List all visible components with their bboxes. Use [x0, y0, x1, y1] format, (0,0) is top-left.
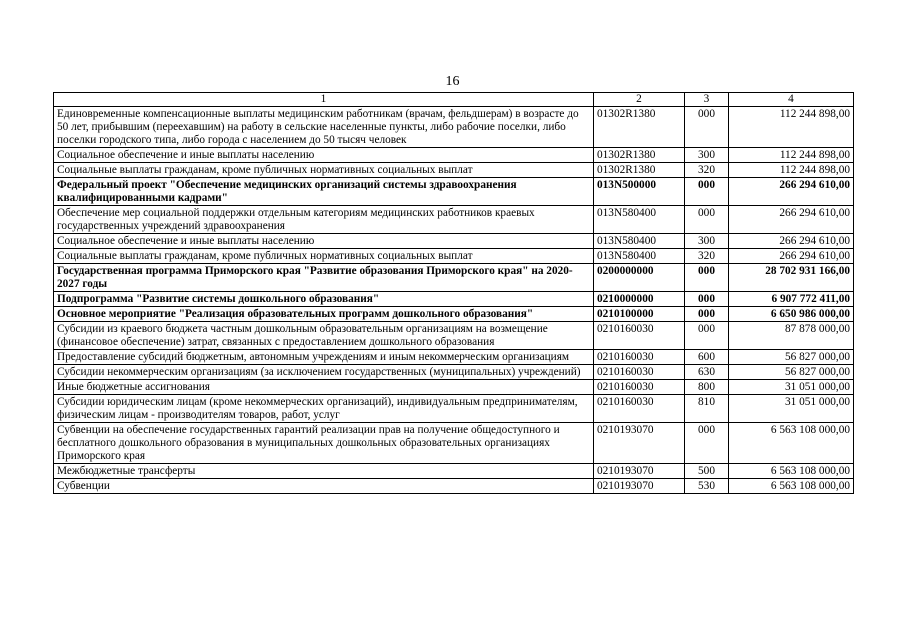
- row-code-cell: 0210160030: [594, 380, 685, 395]
- row-name-cell: Подпрограмма "Развитие системы дошкольного образования": [54, 292, 594, 307]
- row-type-cell: 630: [685, 365, 729, 380]
- row-amount-cell: 112 244 898,00: [729, 107, 854, 148]
- row-code-cell: 0210000000: [594, 292, 685, 307]
- row-name-cell: Основное мероприятие "Реализация образовательных программ дошкольного образования": [54, 307, 594, 322]
- row-code-cell: 0210160030: [594, 350, 685, 365]
- row-type-cell: 000: [685, 322, 729, 350]
- row-code-cell: 0210160030: [594, 365, 685, 380]
- row-type-cell: 000: [685, 107, 729, 148]
- row-name-cell: Предоставление субсидий бюджетным, автономным учреждениям и иным некоммерческим организациям: [54, 350, 594, 365]
- row-code-cell: 0210193070: [594, 464, 685, 479]
- row-code-cell: 0210160030: [594, 322, 685, 350]
- page-number: 16: [445, 74, 460, 89]
- row-amount-cell: 112 244 898,00: [729, 163, 854, 178]
- row-code-cell: 0210193070: [594, 423, 685, 464]
- row-code-cell: 013N580400: [594, 249, 685, 264]
- row-name-cell: Единовременные компенсационные выплаты медицинским работникам (врачам, фельдшерам) в возрасте до 50 лет, прибывшим (переехавшим) на работу в сельские населенные пункты, либо рабочие поселки, либо поселки городского типа, либо города с населением до 50 тысяч человек: [54, 107, 594, 148]
- row-name-cell: Субвенции: [54, 479, 594, 494]
- row-code-cell: 013N580400: [594, 206, 685, 234]
- row-code-cell: 013N580400: [594, 234, 685, 249]
- row-name-cell: Межбюджетные трансферты: [54, 464, 594, 479]
- table-row: [54, 148, 854, 163]
- row-code-cell: 01302R1380: [594, 107, 685, 148]
- row-type-cell: 810: [685, 395, 729, 423]
- table-row: [54, 395, 854, 423]
- column-header-code: 2: [594, 93, 685, 107]
- table-row: [54, 292, 854, 307]
- row-code-cell: 01302R1380: [594, 163, 685, 178]
- column-header-type: 3: [685, 93, 729, 107]
- row-amount-cell: 28 702 931 166,00: [729, 264, 854, 292]
- row-amount-cell: 87 878 000,00: [729, 322, 854, 350]
- row-amount-cell: 6 563 108 000,00: [729, 464, 854, 479]
- row-amount-cell: 266 294 610,00: [729, 178, 854, 206]
- row-name-cell: Обеспечение мер социальной поддержки отдельным категориям медицинских работников краевых государственных учреждений здравоохранения: [54, 206, 594, 234]
- row-name-cell: Субвенции на обеспечение государственных гарантий реализации прав на получение общедоступного и бесплатного дошкольного образования в муниципальных дошкольных образовательных организациях Приморского края: [54, 423, 594, 464]
- column-header-name: 1: [54, 93, 594, 107]
- row-type-cell: 320: [685, 163, 729, 178]
- row-name-cell: Субсидии юридическим лицам (кроме некоммерческих организаций), индивидуальным предпринимателям, физическим лицам - производителям товаров, работ, услуг: [54, 395, 594, 423]
- row-code-cell: 013N500000: [594, 178, 685, 206]
- table-row: [54, 178, 854, 206]
- row-type-cell: 500: [685, 464, 729, 479]
- row-amount-cell: 6 650 986 000,00: [729, 307, 854, 322]
- row-amount-cell: 6 563 108 000,00: [729, 423, 854, 464]
- row-amount-cell: 6 907 772 411,00: [729, 292, 854, 307]
- row-type-cell: 000: [685, 264, 729, 292]
- table-row: [54, 479, 854, 494]
- row-name-cell: Социальные выплаты гражданам, кроме публичных нормативных социальных выплат: [54, 249, 594, 264]
- row-type-cell: 000: [685, 307, 729, 322]
- row-code-cell: 0210160030: [594, 395, 685, 423]
- table-row: [54, 206, 854, 234]
- row-type-cell: 800: [685, 380, 729, 395]
- row-code-cell: 0210100000: [594, 307, 685, 322]
- row-name-cell: Субсидии некоммерческим организациям (за исключением государственных (муниципальных) учреждений): [54, 365, 594, 380]
- row-amount-cell: 112 244 898,00: [729, 148, 854, 163]
- row-name-cell: Социальное обеспечение и иные выплаты населению: [54, 148, 594, 163]
- row-code-cell: 01302R1380: [594, 148, 685, 163]
- column-header-amount: 4: [729, 93, 854, 107]
- table-row: [54, 107, 854, 148]
- budget-table: [53, 92, 854, 494]
- row-type-cell: 300: [685, 234, 729, 249]
- table-row: [54, 264, 854, 292]
- row-type-cell: 000: [685, 292, 729, 307]
- row-name-cell: Социальные выплаты гражданам, кроме публичных нормативных социальных выплат: [54, 163, 594, 178]
- table-row: [54, 307, 854, 322]
- row-amount-cell: 31 051 000,00: [729, 395, 854, 423]
- table-row: [54, 350, 854, 365]
- table-row: [54, 365, 854, 380]
- row-type-cell: 000: [685, 423, 729, 464]
- row-amount-cell: 56 827 000,00: [729, 350, 854, 365]
- row-type-cell: 600: [685, 350, 729, 365]
- row-amount-cell: 266 294 610,00: [729, 234, 854, 249]
- row-amount-cell: 266 294 610,00: [729, 206, 854, 234]
- row-amount-cell: 56 827 000,00: [729, 365, 854, 380]
- row-type-cell: 320: [685, 249, 729, 264]
- row-code-cell: 0210193070: [594, 479, 685, 494]
- row-amount-cell: 31 051 000,00: [729, 380, 854, 395]
- table-row: [54, 234, 854, 249]
- row-name-cell: Федеральный проект "Обеспечение медицинских организаций системы здравоохранения квалифицированными кадрами": [54, 178, 594, 206]
- table-body: [54, 107, 854, 494]
- row-name-cell: Государственная программа Приморского края "Развитие образования Приморского края" на 2020-2027 годы: [54, 264, 594, 292]
- row-type-cell: 300: [685, 148, 729, 163]
- table-row: [54, 163, 854, 178]
- row-amount-cell: 266 294 610,00: [729, 249, 854, 264]
- table-row: [54, 464, 854, 479]
- table-row: [54, 380, 854, 395]
- row-name-cell: Иные бюджетные ассигнования: [54, 380, 594, 395]
- row-type-cell: 530: [685, 479, 729, 494]
- table-row: [54, 423, 854, 464]
- row-name-cell: Субсидии из краевого бюджета частным дошкольным образовательным организациям на возмещение (финансовое обеспечение) затрат, связанных с предоставлением дошкольного образования: [54, 322, 594, 350]
- row-amount-cell: 6 563 108 000,00: [729, 479, 854, 494]
- table-row: [54, 322, 854, 350]
- row-name-cell: Социальное обеспечение и иные выплаты населению: [54, 234, 594, 249]
- row-type-cell: 000: [685, 178, 729, 206]
- table-row: [54, 249, 854, 264]
- row-code-cell: 0200000000: [594, 264, 685, 292]
- row-type-cell: 000: [685, 206, 729, 234]
- table-header-row: [54, 93, 854, 107]
